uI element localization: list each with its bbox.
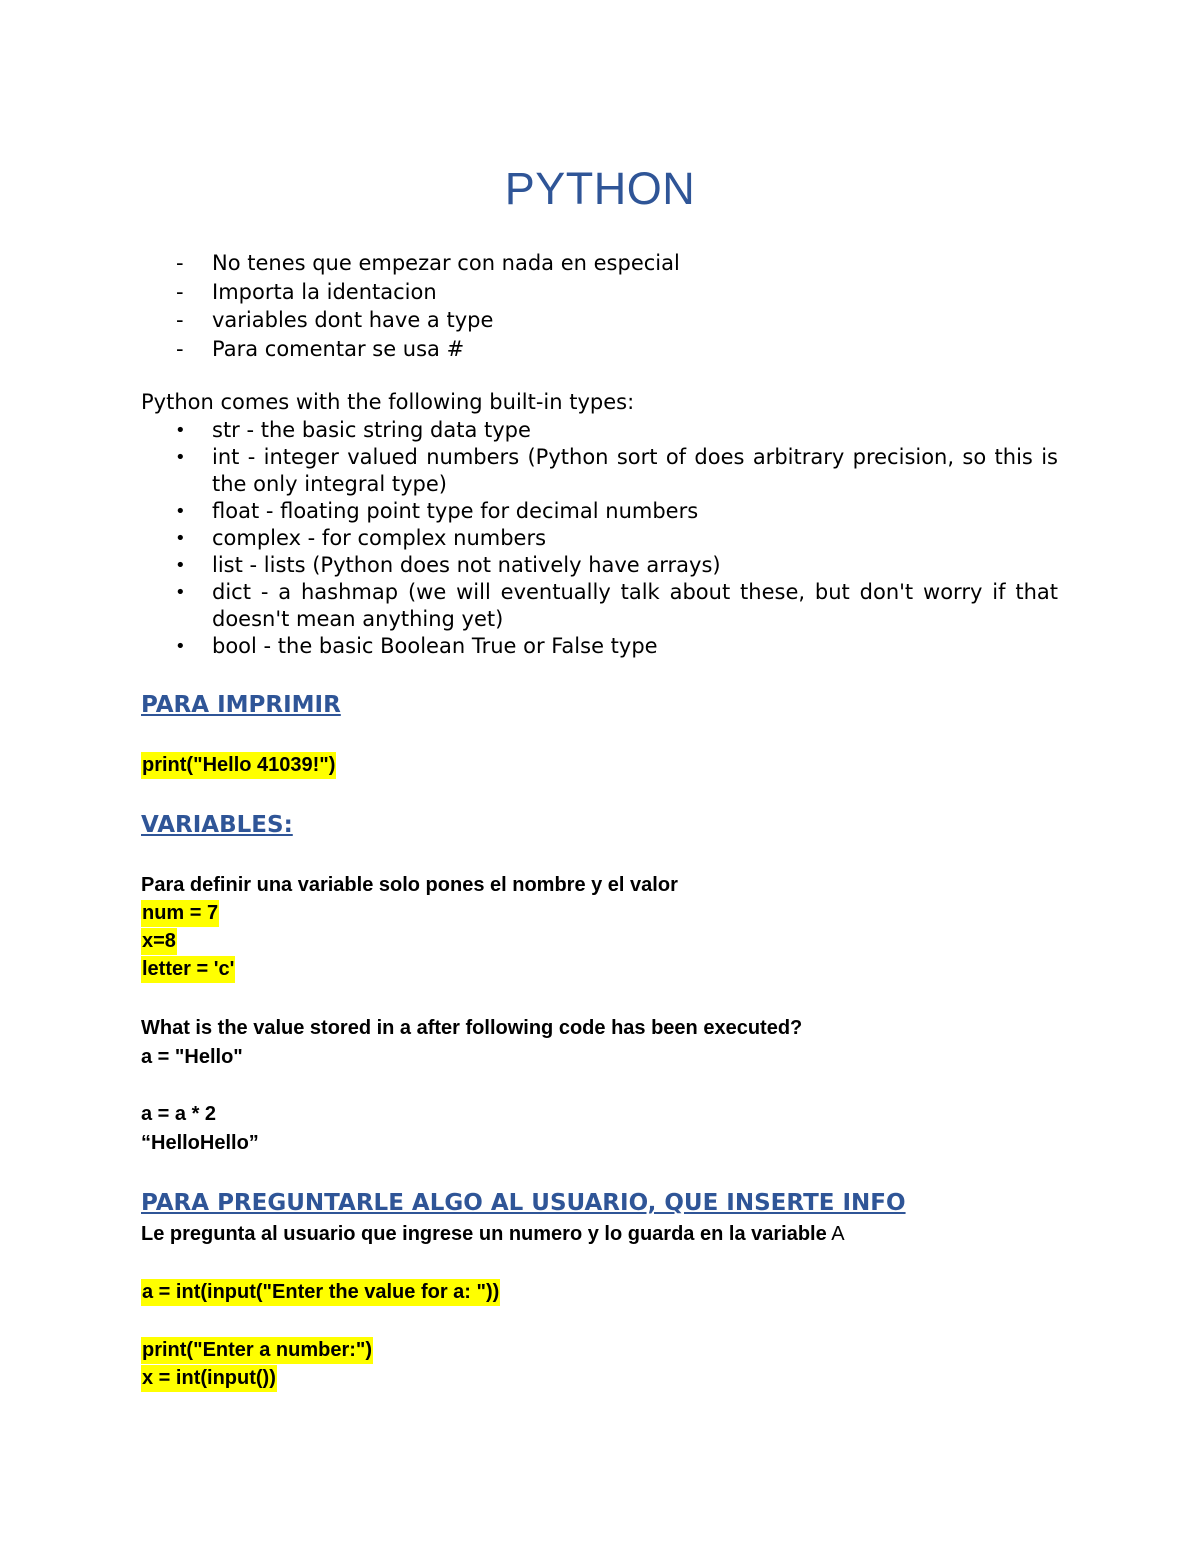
list-item: • complex - for complex numbers xyxy=(175,526,547,550)
bullet-marker: • xyxy=(175,582,186,603)
dash-marker: - xyxy=(176,251,184,275)
bullet-marker: • xyxy=(175,555,186,576)
list-item: • str - the basic string data type xyxy=(175,418,531,442)
dash-marker: - xyxy=(176,336,184,361)
input-code: a = int(input("Enter the value for a: ")) xyxy=(141,1279,500,1306)
list-item: • float - floating point type for decimal numbers xyxy=(175,499,699,523)
dash-marker: - xyxy=(176,308,184,332)
list-item: - Para comentar se usa # xyxy=(0,335,680,364)
variable-code: x=8 xyxy=(141,928,177,955)
variable-code-line xyxy=(141,958,235,981)
variables-heading: VARIABLES: xyxy=(141,812,293,838)
list-item: - No tenes que empezar con nada en especial xyxy=(0,249,680,278)
bullet-marker: • xyxy=(175,420,186,441)
print-code: print("Hello 41039!") xyxy=(141,752,336,779)
variable-code-line xyxy=(141,902,219,925)
variable-code: letter = 'c' xyxy=(141,956,235,983)
print-heading: PARA IMPRIMIR xyxy=(141,692,341,718)
input-description: Le pregunta al usuario que ingrese un numero y lo guarda en la variable A xyxy=(141,1223,845,1245)
list-item: • dict - a hashmap (we will eventually talk about these, but don't worry if that doesn't mean anything yet) xyxy=(175,580,1058,631)
bullet-marker: • xyxy=(175,528,186,549)
list-item: • int - integer valued numbers (Python sort of does arbitrary precision, so this is the only integral type) xyxy=(175,445,1058,496)
bullet-marker: • xyxy=(175,501,186,522)
input-code-line xyxy=(141,1281,500,1304)
list-item: - Importa la identacion xyxy=(0,278,680,307)
input-code-line xyxy=(141,1339,373,1362)
input-heading: PARA PREGUNTARLE ALGO AL USUARIO, QUE INSERTE INFO xyxy=(141,1190,906,1216)
input-code: x = int(input()) xyxy=(141,1365,277,1392)
input-code-line xyxy=(141,1367,277,1390)
bullet-marker: • xyxy=(175,636,186,657)
dash-list xyxy=(0,249,680,363)
variable-code: num = 7 xyxy=(141,900,219,927)
list-item: • bool - the basic Boolean True or False type xyxy=(175,634,658,658)
print-code-line xyxy=(141,754,336,777)
bullet-marker: • xyxy=(175,447,186,468)
document-title: PYTHON xyxy=(504,163,696,214)
question-code: a = a * 2 xyxy=(141,1103,217,1125)
variable-code-line xyxy=(141,930,177,953)
answer-text: “HelloHello” xyxy=(141,1132,259,1154)
question-code: a = "Hello" xyxy=(141,1046,243,1068)
types-list xyxy=(0,417,1058,660)
input-code: print("Enter a number:") xyxy=(141,1337,373,1364)
list-item: • list - lists (Python does not natively have arrays) xyxy=(175,553,721,577)
variables-description: Para definir una variable solo pones el nombre y el valor xyxy=(141,874,678,896)
types-intro: Python comes with the following built-in types: xyxy=(141,390,635,414)
question-text: What is the value stored in a after following code has been executed? xyxy=(141,1017,803,1039)
dash-marker: - xyxy=(176,279,184,304)
list-item: - variables dont have a type xyxy=(0,306,680,335)
